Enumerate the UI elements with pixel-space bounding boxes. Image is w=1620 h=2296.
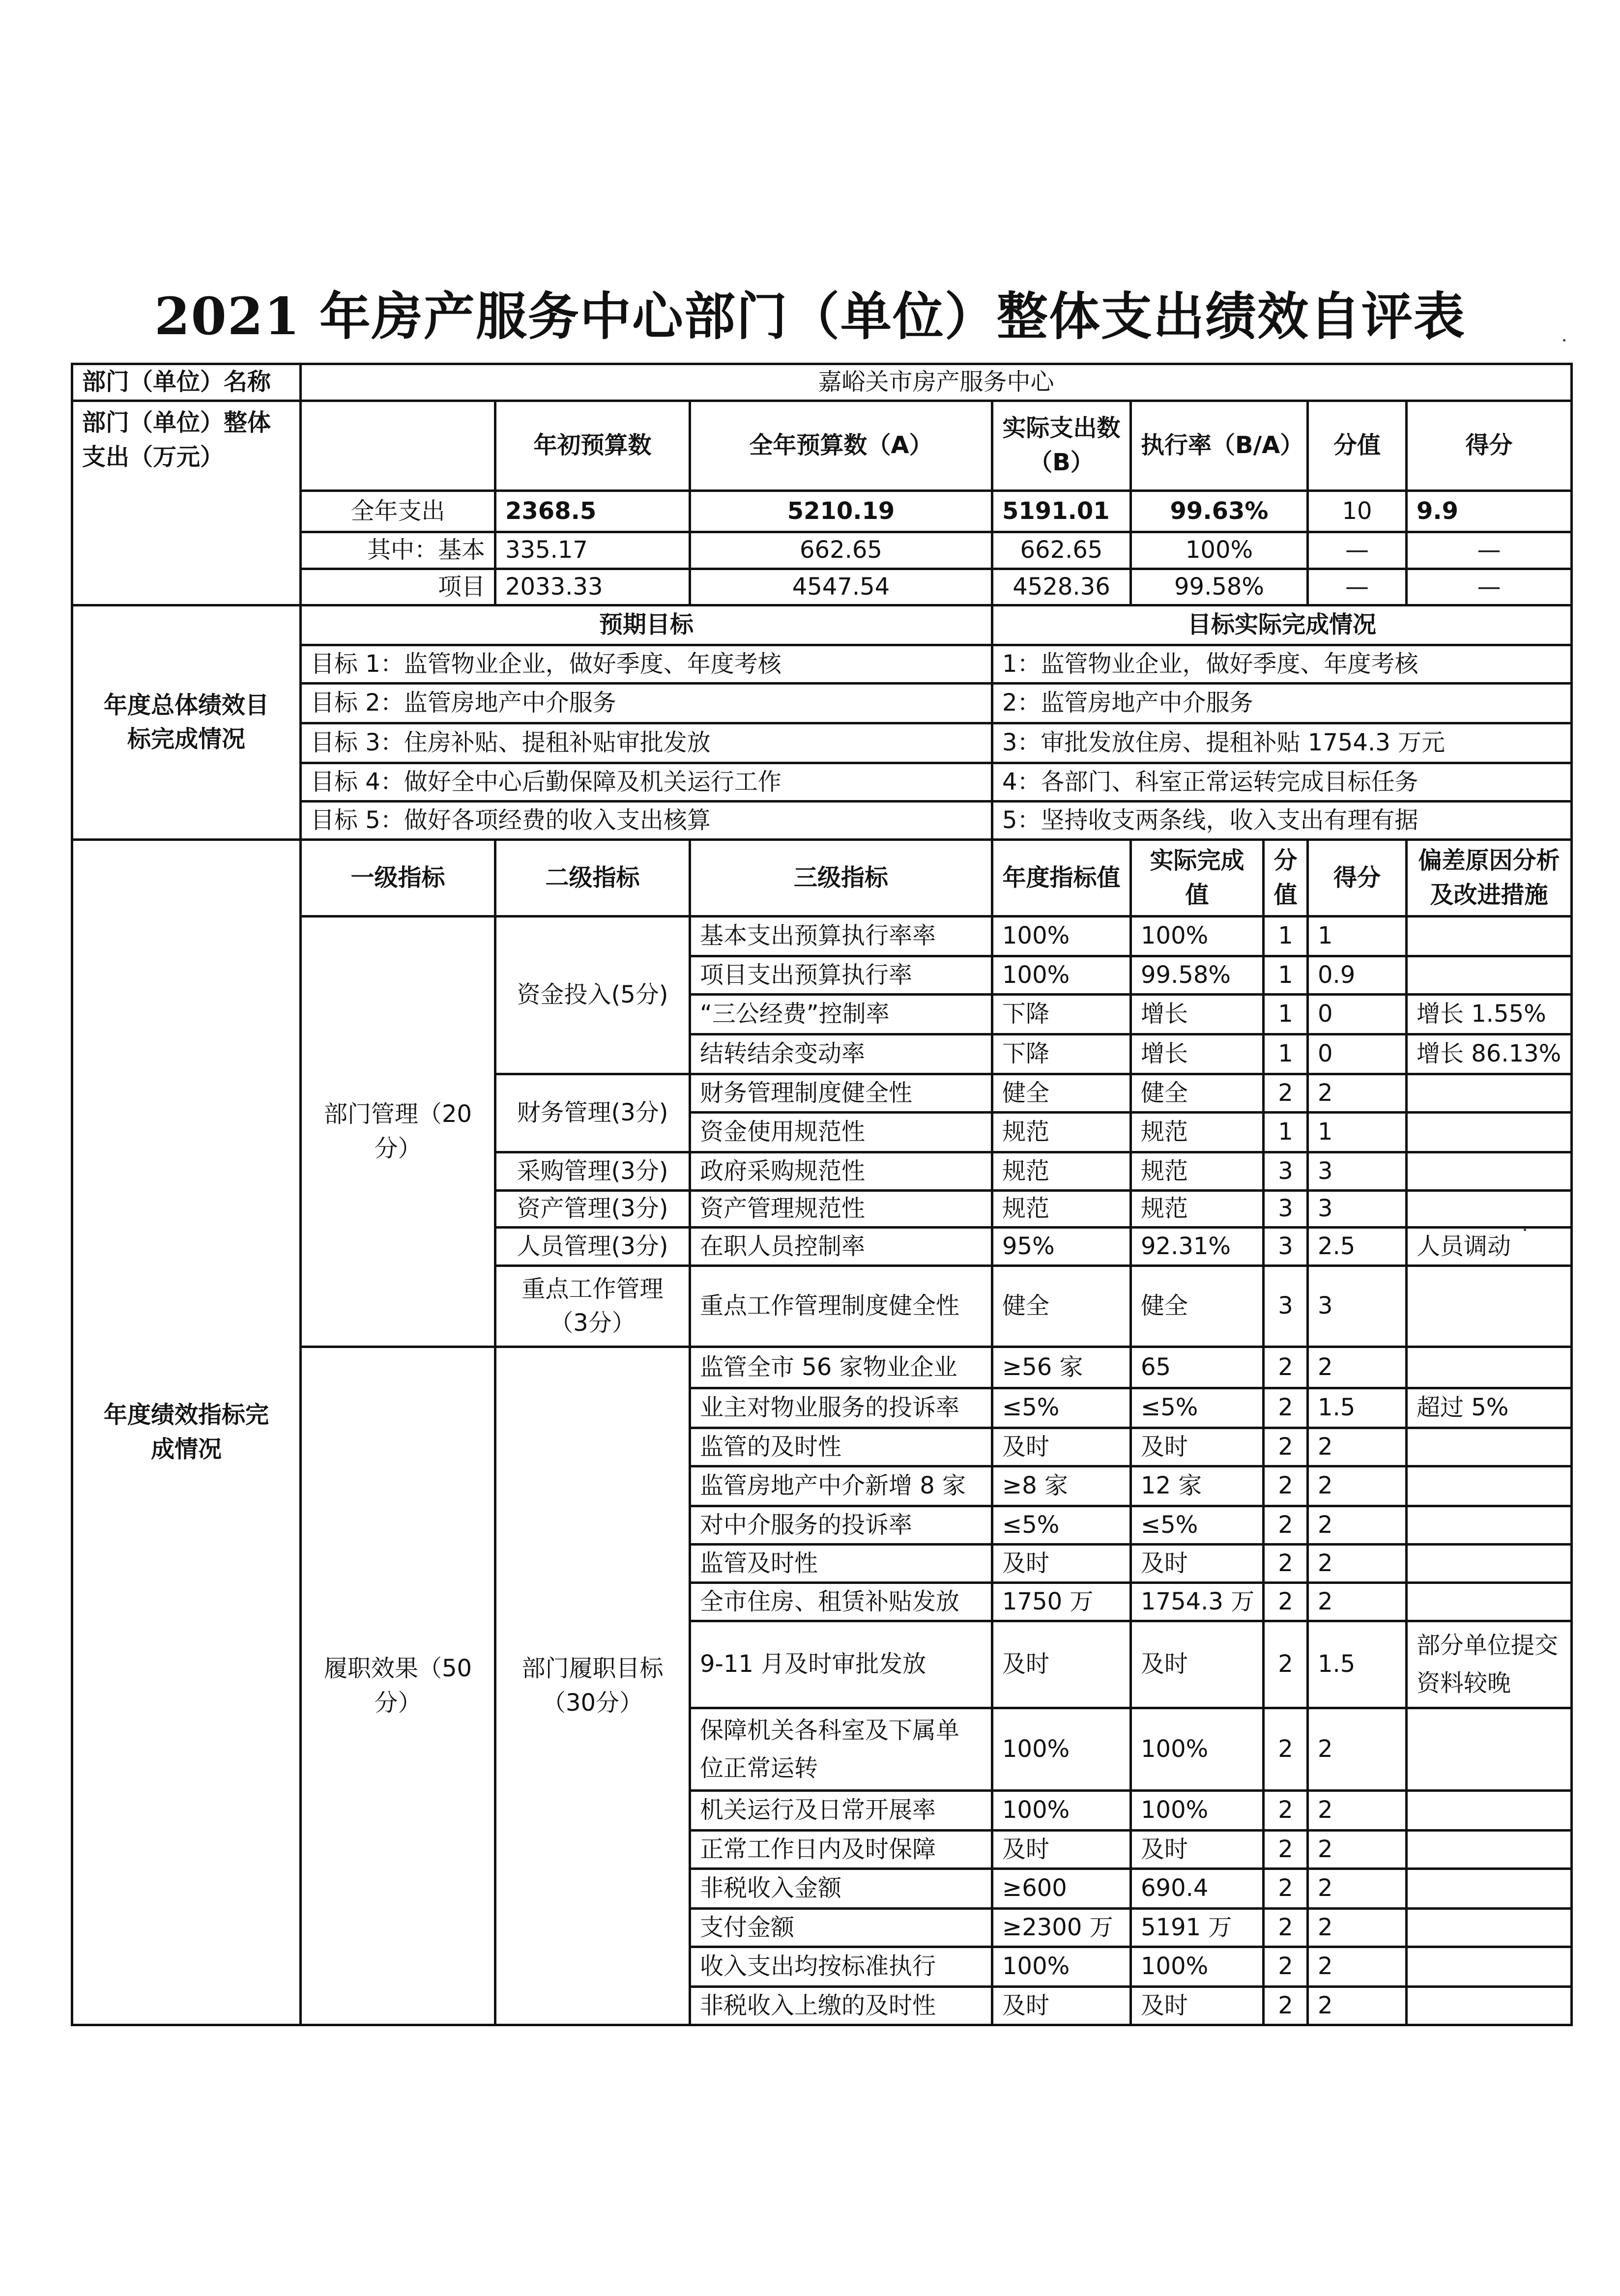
actual-goal: 5：坚持收支两条线，收入支出有理有据: [992, 802, 1572, 840]
expenditure-actual: 662.65: [992, 532, 1131, 569]
score-value: 2: [1264, 1869, 1308, 1909]
level3-name: 支付金额: [690, 1909, 992, 1947]
expenditure-score: —: [1407, 569, 1572, 605]
level3-name: 非税收入金额: [690, 1869, 992, 1909]
expenditure-annual: 4547.54: [690, 569, 992, 605]
score: 2: [1308, 1428, 1407, 1466]
target-value: 100%: [992, 956, 1131, 995]
deviation-note: [1407, 1583, 1572, 1621]
expenditure-header-row: [72, 401, 1572, 491]
score: 0.9: [1308, 956, 1407, 995]
target-value: 及时: [992, 1831, 1131, 1869]
actual-value: 12 家: [1131, 1466, 1264, 1506]
header-level1: 一级指标: [301, 840, 495, 917]
actual-value: 健全: [1131, 1266, 1264, 1347]
actual-value: 1754.3 万: [1131, 1583, 1264, 1621]
score: 3: [1308, 1152, 1407, 1191]
level2-finance: 财务管理(3分): [495, 1074, 690, 1152]
score-value: 2: [1264, 1506, 1308, 1545]
deviation-note: [1407, 1831, 1572, 1869]
target-value: ≥8 家: [992, 1466, 1131, 1506]
level3-name: 监管的及时性: [690, 1428, 992, 1466]
level3-name: 政府采购规范性: [690, 1152, 992, 1191]
score: 2: [1308, 1583, 1407, 1621]
score-value: 2: [1264, 1347, 1308, 1388]
score: 0: [1308, 1034, 1407, 1074]
deviation-note: 部分单位提交资料较晚: [1407, 1621, 1572, 1708]
actual-value: 及时: [1131, 1987, 1264, 2025]
level2-personnel: 人员管理(3分): [495, 1228, 690, 1266]
page-title: 2021 年房产服务中心部门（单位）整体支出绩效自评表: [154, 286, 1466, 346]
score: 1: [1308, 1113, 1407, 1152]
target-value: 规范: [992, 1152, 1131, 1191]
indicators-header-row: [72, 840, 1572, 917]
score-value: 2: [1264, 1621, 1308, 1708]
score: 2.5: [1308, 1228, 1407, 1266]
actual-goal: 1：监管物业企业，做好季度、年度考核: [992, 645, 1572, 684]
score: 2: [1308, 1466, 1407, 1506]
score-value: 3: [1264, 1228, 1308, 1266]
score-value: 2: [1264, 1545, 1308, 1583]
target-value: 健全: [992, 1074, 1131, 1113]
header-execution-rate: 执行率（B/A）: [1131, 401, 1308, 491]
actual-value: 及时: [1131, 1545, 1264, 1583]
actual-goal: 2：监管房地产中介服务: [992, 684, 1572, 723]
header-actual-value: 实际完成值: [1131, 840, 1264, 917]
actual-value: 健全: [1131, 1074, 1264, 1113]
expenditure-row-name: 其中：基本: [301, 532, 495, 569]
target-value: 100%: [992, 1791, 1131, 1831]
score-value: 1: [1264, 956, 1308, 995]
expenditure-annual: 662.65: [690, 532, 992, 569]
target-value: 100%: [992, 917, 1131, 956]
deviation-note: [1407, 1708, 1572, 1791]
target-value: 1750 万: [992, 1583, 1131, 1621]
level2-assets: 资产管理(3分): [495, 1191, 690, 1228]
actual-value: 100%: [1131, 917, 1264, 956]
actual-value: 增长: [1131, 995, 1264, 1034]
deviation-note: [1407, 1506, 1572, 1545]
header-score: 得分: [1308, 840, 1407, 917]
expenditure-score-value: —: [1308, 532, 1407, 569]
deviation-note: [1407, 1074, 1572, 1113]
target-value: ≤5%: [992, 1506, 1131, 1545]
actual-value: 99.58%: [1131, 956, 1264, 995]
target-value: ≤5%: [992, 1388, 1131, 1428]
deviation-note: [1407, 1191, 1572, 1228]
level3-name: 对中介服务的投诉率: [690, 1506, 992, 1545]
header-level3: 三级指标: [690, 840, 992, 917]
score: 2: [1308, 1545, 1407, 1583]
score-value: 2: [1264, 1466, 1308, 1506]
target-value: 95%: [992, 1228, 1131, 1266]
expenditure-label: 部门（单位）整体支出（万元）: [72, 401, 301, 605]
level2-funding: 资金投入(5分): [495, 917, 690, 1074]
actual-goal: 3：审批发放住房、提租补贴 1754.3 万元: [992, 723, 1572, 763]
header-value: 分值: [1264, 840, 1308, 917]
indicators-label: 年度绩效指标完成情况: [72, 840, 301, 2025]
level3-name: 业主对物业服务的投诉率: [690, 1388, 992, 1428]
level3-name: “三公经费”控制率: [690, 995, 992, 1034]
goals-header-row: [72, 605, 1572, 645]
target-value: 规范: [992, 1113, 1131, 1152]
level3-name: 重点工作管理制度健全性: [690, 1266, 992, 1347]
score-value: 1: [1264, 1034, 1308, 1074]
score-value: 1: [1264, 917, 1308, 956]
expected-goals-header: 预期目标: [301, 605, 992, 645]
level3-name: 全市住房、租赁补贴发放: [690, 1583, 992, 1621]
actual-value: 增长: [1131, 1034, 1264, 1074]
actual-goal: 4：各部门、科室正常运转完成目标任务: [992, 763, 1572, 802]
score-value: 1: [1264, 1113, 1308, 1152]
header-annual-budget: 全年预算数（A）: [690, 401, 992, 491]
expenditure-score-value: —: [1308, 569, 1407, 605]
score-value: 2: [1264, 1074, 1308, 1113]
expenditure-row-name: 项目: [301, 569, 495, 605]
level3-name: 监管及时性: [690, 1545, 992, 1583]
score-value: 2: [1264, 1909, 1308, 1947]
actual-value: 65: [1131, 1347, 1264, 1388]
target-value: 100%: [992, 1947, 1131, 1987]
actual-value: 100%: [1131, 1791, 1264, 1831]
level2-key-work: 重点工作管理（3分）: [495, 1266, 690, 1347]
actual-value: ≤5%: [1131, 1506, 1264, 1545]
deviation-note: [1407, 1987, 1572, 2025]
deviation-note: [1407, 1347, 1572, 1388]
level3-name: 机关运行及日常开展率: [690, 1791, 992, 1831]
header-level2: 二级指标: [495, 840, 690, 917]
deviation-note: [1407, 1869, 1572, 1909]
expenditure-actual: 5191.01: [992, 491, 1131, 532]
header-actual-expenditure: 实际支出数（B）: [992, 401, 1131, 491]
dept-name-row: [72, 364, 1572, 401]
level3-name: 资金使用规范性: [690, 1113, 992, 1152]
score: 2: [1308, 1347, 1407, 1388]
level3-name: 保障机关各科室及下属单位正常运转: [690, 1708, 992, 1791]
score: 2: [1308, 1947, 1407, 1987]
level3-name: 9-11 月及时审批发放: [690, 1621, 992, 1708]
score-value: 2: [1264, 1388, 1308, 1428]
header-score-value: 分值: [1308, 401, 1407, 491]
score-value: 1: [1264, 995, 1308, 1034]
score: 1.5: [1308, 1388, 1407, 1428]
target-value: 下降: [992, 1034, 1131, 1074]
header-annual-target: 年度指标值: [992, 840, 1131, 917]
level3-name: 监管全市 56 家物业企业: [690, 1347, 992, 1388]
actual-value: 规范: [1131, 1191, 1264, 1228]
deviation-note: 人员调动: [1407, 1228, 1572, 1266]
score-value: 2: [1264, 1708, 1308, 1791]
level3-name: 非税收入上缴的及时性: [690, 1987, 992, 2025]
expected-goal: 目标 3：住房补贴、提租补贴审批发放: [301, 723, 992, 763]
expenditure-rate: 100%: [1131, 532, 1308, 569]
actual-value: 100%: [1131, 1947, 1264, 1987]
actual-value: 690.4: [1131, 1869, 1264, 1909]
score: 3: [1308, 1266, 1407, 1347]
score: 2: [1308, 1708, 1407, 1791]
target-value: 100%: [992, 1708, 1131, 1791]
expenditure-rate: 99.58%: [1131, 569, 1308, 605]
score-value: 2: [1264, 1428, 1308, 1466]
target-value: 及时: [992, 1428, 1131, 1466]
actual-value: 92.31%: [1131, 1228, 1264, 1266]
expenditure-score-value: 10: [1308, 491, 1407, 532]
level3-name: 结转结余变动率: [690, 1034, 992, 1074]
score-value: 2: [1264, 1583, 1308, 1621]
level1-performance: 履职效果（50分）: [301, 1347, 495, 2025]
target-value: 及时: [992, 1621, 1131, 1708]
deviation-note: [1407, 1466, 1572, 1506]
level3-name: 项目支出预算执行率: [690, 956, 992, 995]
score: 2: [1308, 1987, 1407, 2025]
expected-goal: 目标 5：做好各项经费的收入支出核算: [301, 802, 992, 840]
target-value: 下降: [992, 995, 1131, 1034]
dept-name-label: 部门（单位）名称: [72, 364, 301, 401]
expected-goal: 目标 1：监管物业企业，做好季度、年度考核: [301, 645, 992, 684]
level3-name: 正常工作日内及时保障: [690, 1831, 992, 1869]
score-value: 3: [1264, 1266, 1308, 1347]
expenditure-initial: 2368.5: [495, 491, 690, 532]
deviation-note: 增长 1.55%: [1407, 995, 1572, 1034]
deviation-note: [1407, 956, 1572, 995]
score-value: 2: [1264, 1831, 1308, 1869]
score: 2: [1308, 1506, 1407, 1545]
score: 1: [1308, 917, 1407, 956]
deviation-note: [1407, 1428, 1572, 1466]
score-value: 2: [1264, 1791, 1308, 1831]
level3-name: 资产管理规范性: [690, 1191, 992, 1228]
score: 2: [1308, 1074, 1407, 1113]
actual-value: 100%: [1131, 1708, 1264, 1791]
deviation-note: [1407, 1909, 1572, 1947]
score: 0: [1308, 995, 1407, 1034]
expenditure-initial: 335.17: [495, 532, 690, 569]
header-initial-budget: 年初预算数: [495, 401, 690, 491]
expenditure-row-name: 全年支出: [301, 491, 495, 532]
deviation-note: [1407, 1791, 1572, 1831]
deviation-note: [1407, 917, 1572, 956]
expenditure-actual: 4528.36: [992, 569, 1131, 605]
score: 2: [1308, 1869, 1407, 1909]
score-value: 2: [1264, 1947, 1308, 1987]
actual-value: 及时: [1131, 1831, 1264, 1869]
deviation-note: 增长 86.13%: [1407, 1034, 1572, 1074]
target-value: 及时: [992, 1545, 1131, 1583]
target-value: 健全: [992, 1266, 1131, 1347]
scan-speck: [1524, 1229, 1526, 1231]
level3-name: 监管房地产中介新增 8 家: [690, 1466, 992, 1506]
actual-value: 及时: [1131, 1428, 1264, 1466]
actual-value: 5191 万: [1131, 1909, 1264, 1947]
target-value: 规范: [992, 1191, 1131, 1228]
score: 2: [1308, 1791, 1407, 1831]
level2-duty-goals: 部门履职目标（30分）: [495, 1347, 690, 2025]
expenditure-initial: 2033.33: [495, 569, 690, 605]
actual-goals-header: 目标实际完成情况: [992, 605, 1572, 645]
score: 3: [1308, 1191, 1407, 1228]
self-evaluation-table: [71, 363, 1573, 2026]
header-deviation: 偏差原因分析及改进措施: [1407, 840, 1572, 917]
target-value: 及时: [992, 1987, 1131, 2025]
target-value: ≥56 家: [992, 1347, 1131, 1388]
level3-name: 在职人员控制率: [690, 1228, 992, 1266]
scan-speck: [1563, 339, 1565, 342]
expected-goal: 目标 4：做好全中心后勤保障及机关运行工作: [301, 763, 992, 802]
actual-value: 规范: [1131, 1152, 1264, 1191]
target-value: ≥600: [992, 1869, 1131, 1909]
actual-value: 规范: [1131, 1113, 1264, 1152]
score-value: 3: [1264, 1191, 1308, 1228]
score-value: 3: [1264, 1152, 1308, 1191]
deviation-note: [1407, 1266, 1572, 1347]
deviation-note: [1407, 1152, 1572, 1191]
target-value: ≥2300 万: [992, 1909, 1131, 1947]
deviation-note: [1407, 1545, 1572, 1583]
deviation-note: [1407, 1947, 1572, 1987]
expenditure-score: 9.9: [1407, 491, 1572, 532]
actual-value: ≤5%: [1131, 1388, 1264, 1428]
deviation-note: [1407, 1113, 1572, 1152]
expenditure-header-blank: [301, 401, 495, 491]
score-value: 2: [1264, 1987, 1308, 2025]
level3-name: 财务管理制度健全性: [690, 1074, 992, 1113]
expected-goal: 目标 2：监管房地产中介服务: [301, 684, 992, 723]
level1-dept-management: 部门管理（20分）: [301, 917, 495, 1347]
level3-name: 收入支出均按标准执行: [690, 1947, 992, 1987]
level2-procurement: 采购管理(3分): [495, 1152, 690, 1191]
score: 2: [1308, 1909, 1407, 1947]
header-score: 得分: [1407, 401, 1572, 491]
level3-name: 基本支出预算执行率率: [690, 917, 992, 956]
expenditure-score: —: [1407, 532, 1572, 569]
score: 1.5: [1308, 1621, 1407, 1708]
goals-label: 年度总体绩效目标完成情况: [72, 605, 301, 840]
deviation-note: 超过 5%: [1407, 1388, 1572, 1428]
dept-name-value: 嘉峪关市房产服务中心: [301, 364, 1572, 401]
expenditure-annual: 5210.19: [690, 491, 992, 532]
expenditure-rate: 99.63%: [1131, 491, 1308, 532]
score: 2: [1308, 1831, 1407, 1869]
actual-value: 及时: [1131, 1621, 1264, 1708]
